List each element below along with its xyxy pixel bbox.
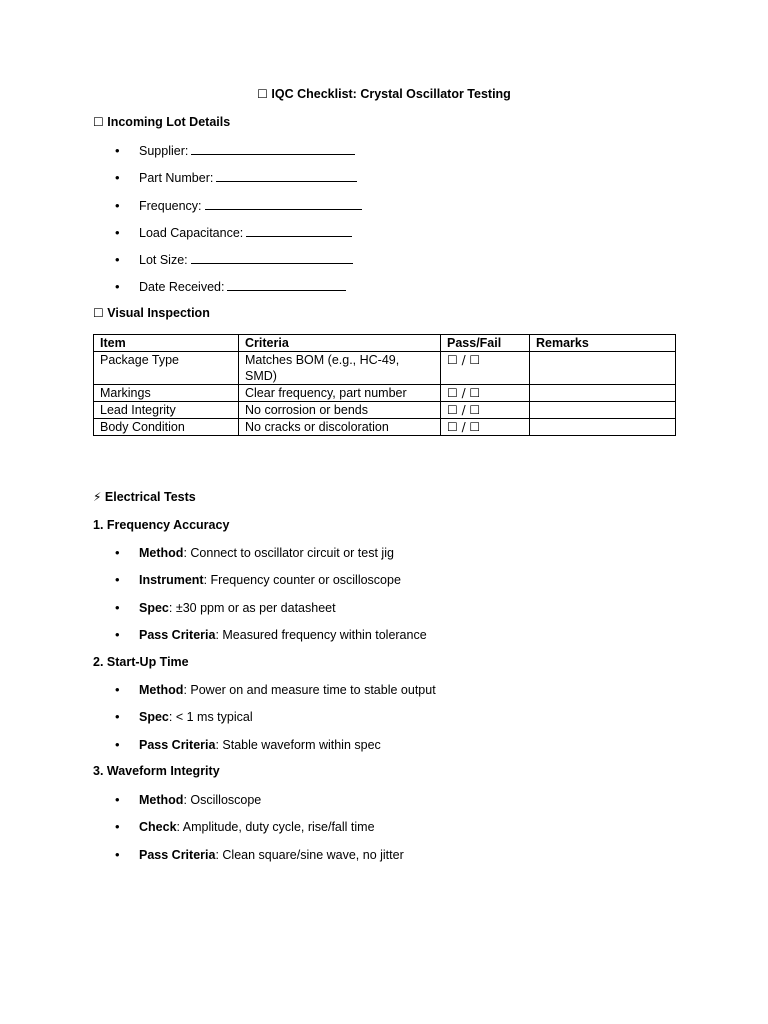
table-header-row	[94, 335, 676, 352]
test-list	[93, 792, 404, 874]
list-item: • Date Received:	[93, 279, 362, 306]
criteria-cell: No corrosion or bends	[239, 402, 441, 419]
visual-inspection-table	[93, 334, 676, 436]
list-item: • Method: Oscilloscope	[93, 792, 404, 819]
list-item: • Part Number:	[93, 170, 362, 197]
title-text: IQC Checklist: Crystal Oscillator Testing	[271, 87, 511, 101]
item-cell: Body Condition	[94, 419, 239, 436]
list-item: • Check: Amplitude, duty cycle, rise/fall time	[93, 819, 404, 846]
list-item: • Spec: < 1 ms typical	[93, 709, 436, 736]
remarks-cell[interactable]	[530, 419, 676, 436]
item-cell: Markings	[94, 385, 239, 402]
remarks-cell[interactable]	[530, 402, 676, 419]
test-list	[93, 682, 436, 764]
list-item: • Spec: ±30 ppm or as per datasheet	[93, 600, 427, 627]
pass-fail-checkboxes[interactable]: ☐ / ☐	[441, 385, 530, 402]
column-header: Criteria	[239, 335, 441, 352]
criteria-cell: Matches BOM (e.g., HC-49, SMD)	[239, 352, 441, 385]
pass-fail-checkboxes[interactable]: ☐ / ☐	[441, 402, 530, 419]
blank-line	[246, 225, 352, 237]
column-header: Remarks	[530, 335, 676, 352]
blank-line	[227, 279, 346, 291]
section-heading-visual-inspection: ☐ Visual Inspection	[93, 306, 210, 320]
section-heading-lot-details: ☐ Incoming Lot Details	[93, 115, 231, 129]
list-item: • Supplier:	[93, 143, 362, 170]
list-item: • Pass Criteria: Measured frequency within tolerance	[93, 627, 427, 654]
checkbox-icon: ☐	[93, 306, 104, 320]
test-heading: 3. Waveform Integrity	[93, 764, 220, 778]
lot-details-list	[93, 143, 362, 307]
table-row	[94, 352, 676, 385]
list-item: • Pass Criteria: Stable waveform within spec	[93, 737, 436, 764]
remarks-cell[interactable]	[530, 385, 676, 402]
table-row	[94, 385, 676, 402]
list-item: • Method: Connect to oscillator circuit or test jig	[93, 545, 427, 572]
column-header: Pass/Fail	[441, 335, 530, 352]
list-item: • Instrument: Frequency counter or oscilloscope	[93, 572, 427, 599]
document-title	[0, 87, 768, 101]
lightning-icon: ⚡	[93, 490, 102, 504]
test-heading: 1. Frequency Accuracy	[93, 518, 230, 532]
blank-line	[216, 170, 357, 182]
remarks-cell[interactable]	[530, 352, 676, 385]
list-item: • Frequency:	[93, 198, 362, 225]
list-item: • Method: Power on and measure time to stable output	[93, 682, 436, 709]
item-cell: Package Type	[94, 352, 239, 385]
blank-line	[191, 252, 353, 264]
checkbox-icon: ☐	[93, 115, 104, 129]
list-item: • Load Capacitance:	[93, 225, 362, 252]
criteria-cell: No cracks or discoloration	[239, 419, 441, 436]
test-heading: 2. Start-Up Time	[93, 655, 189, 669]
test-list	[93, 545, 427, 654]
list-item: • Pass Criteria: Clean square/sine wave, no jitter	[93, 847, 404, 874]
table-row	[94, 402, 676, 419]
item-cell: Lead Integrity	[94, 402, 239, 419]
column-header: Item	[94, 335, 239, 352]
pass-fail-checkboxes[interactable]: ☐ / ☐	[441, 352, 530, 385]
pass-fail-checkboxes[interactable]: ☐ / ☐	[441, 419, 530, 436]
table-row	[94, 419, 676, 436]
section-heading-electrical-tests: ⚡ Electrical Tests	[93, 490, 196, 504]
blank-line	[205, 198, 362, 210]
blank-line	[191, 143, 355, 155]
checkbox-icon: ☐	[257, 87, 268, 101]
criteria-cell: Clear frequency, part number	[239, 385, 441, 402]
list-item: • Lot Size:	[93, 252, 362, 279]
